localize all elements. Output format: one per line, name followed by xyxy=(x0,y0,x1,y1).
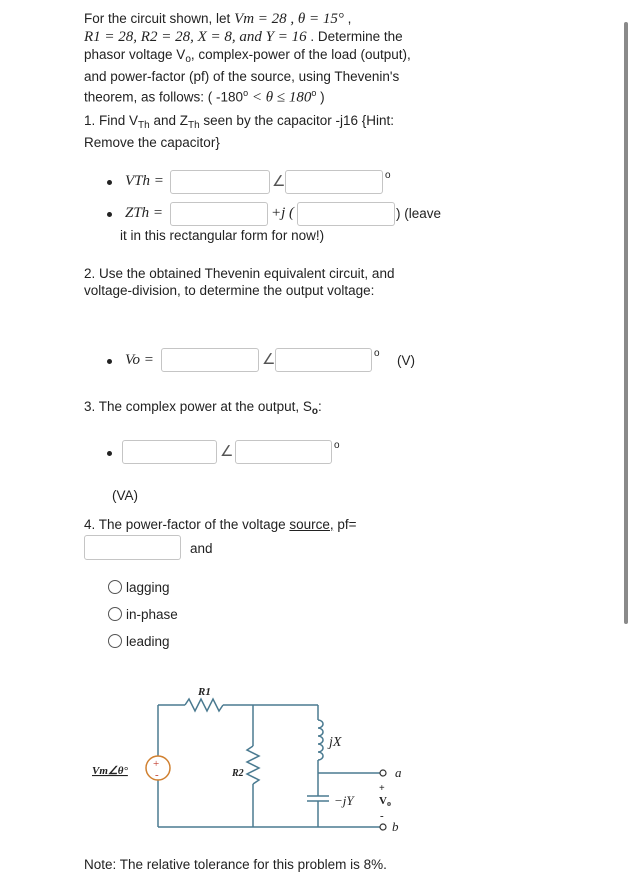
source-plus: + xyxy=(153,758,160,770)
node-a-label: a xyxy=(395,765,402,780)
terminal-b xyxy=(380,824,386,830)
problem-statement: For the circuit shown, let Vm = 28 , θ = 15° , R1 = 28, R2 = 28, X = 8, and Y = 16 . Determine the phasor voltage $V_o$, complex-power of the load (output), and power-factor (pf) of the source, using Thevenin's theorem, as follows: ( $-180^o < \theta \le 180^o$ ) xyxy=(84,10,484,107)
degree-symbol: o xyxy=(385,170,391,181)
vth-label: VTh = xyxy=(125,173,164,189)
r2-label: R2 xyxy=(232,768,244,779)
scrollbar[interactable] xyxy=(624,22,628,624)
vo-label: Vo = xyxy=(125,352,154,368)
circuit-diagram xyxy=(80,680,420,860)
q3-text-end: : xyxy=(318,399,322,414)
problem-line3-text: phasor voltage V xyxy=(84,47,186,62)
plus-j-label: +j ( xyxy=(271,205,295,221)
q4-text-b: pf= xyxy=(333,517,357,532)
problem-line1-text: For the circuit shown, let xyxy=(84,11,235,26)
option-leading-label: leading xyxy=(126,634,170,649)
bullet xyxy=(107,212,112,217)
so-unit: (VA) xyxy=(112,488,138,503)
q2-text-a: 2. Use the obtained Thevenin equivalent circuit, and xyxy=(84,266,395,281)
source-link-text: source, xyxy=(289,517,334,532)
angle-symbol: ∠ xyxy=(262,351,276,368)
vth-angle-input[interactable] xyxy=(285,170,383,194)
q4-text-a: 4. The power-factor of the voltage xyxy=(84,517,290,532)
degree-mark: o xyxy=(311,88,317,98)
question-2 xyxy=(84,265,504,299)
question-3 xyxy=(84,399,322,417)
jy-label: −jY xyxy=(334,793,354,808)
vo-angle-input[interactable] xyxy=(275,348,372,372)
bullet xyxy=(107,451,112,456)
problem-line3-text-b: , complex-power of the load (output), xyxy=(190,47,411,62)
degree-symbol: o xyxy=(374,348,380,359)
option-lagging-label: lagging xyxy=(126,580,170,595)
vo-unit: (V) xyxy=(397,353,415,368)
q1-text-b: and Z xyxy=(149,113,188,128)
problem-line5-end: ) xyxy=(316,89,325,105)
vo-minus: - xyxy=(380,810,384,822)
vth-magnitude-input[interactable] xyxy=(170,170,270,194)
radio-in-phase[interactable] xyxy=(108,607,122,621)
th-subscript: Th xyxy=(187,120,200,131)
source-minus: - xyxy=(155,769,159,781)
node-b-label: b xyxy=(392,819,399,834)
vo-magnitude-input[interactable] xyxy=(161,348,259,372)
resistor-r2 xyxy=(247,746,259,784)
leave-text-cont: it in this rectangular form for now!) xyxy=(120,228,325,243)
problem-line2-text: . Determine the xyxy=(306,29,403,44)
problem-component-values: R1 = 28, R2 = 28, X = 8, and Y = 16 xyxy=(84,29,307,45)
angle-symbol: ∠ xyxy=(272,173,286,190)
q1-text-c: seen by the capacitor -j16 {Hint: xyxy=(199,113,395,128)
bullet xyxy=(107,180,112,185)
leave-text: ) (leave xyxy=(396,206,442,221)
vo-label-sub: o xyxy=(387,799,391,808)
radio-leading[interactable] xyxy=(108,634,122,648)
vo-subscript: o xyxy=(185,54,191,65)
th-subscript: Th xyxy=(138,120,150,131)
pf-input[interactable] xyxy=(84,535,181,560)
resistor-r1 xyxy=(185,699,223,711)
question-1 xyxy=(84,112,494,151)
so-angle-input[interactable] xyxy=(235,440,332,464)
zth-label: ZTh = xyxy=(125,205,164,221)
problem-line4-text: and power-factor (pf) of the source, using Thevenin's xyxy=(84,69,400,84)
so-magnitude-input[interactable] xyxy=(122,440,217,464)
question-4 xyxy=(84,517,357,532)
theta-range: < θ ≤ 180 xyxy=(248,89,312,106)
vo-plus: + xyxy=(379,783,385,794)
degree-symbol: o xyxy=(334,440,340,451)
q1-text-a: 1. Find V xyxy=(84,113,139,128)
vo-label-diagram: V xyxy=(379,795,387,807)
zth-real-input[interactable] xyxy=(170,202,268,226)
source-label: Vm∠θ° xyxy=(92,765,128,777)
angle-symbol: ∠ xyxy=(220,443,234,460)
problem-given-values: Vm = 28 , θ = 15° xyxy=(234,11,344,27)
jx-label: jX xyxy=(329,735,342,750)
option-in-phase-label: in-phase xyxy=(126,607,178,622)
inductor-jx xyxy=(318,720,323,760)
r1-label: R1 xyxy=(198,686,211,698)
q2-text-b: voltage-division, to determine the output voltage: xyxy=(84,283,375,298)
bullet xyxy=(107,359,112,364)
radio-lagging[interactable] xyxy=(108,580,122,594)
tolerance-note: Note: The relative tolerance for this problem is 8%. xyxy=(84,857,387,872)
q3-text: 3. The complex power at the output, S xyxy=(84,399,312,414)
degree-mark: o xyxy=(243,88,249,98)
q1-text-d: Remove the capacitor} xyxy=(84,135,220,150)
so-subscript: o xyxy=(311,406,318,417)
and-text: and xyxy=(190,541,213,556)
problem-line5-text: theorem, as follows: ( -180 xyxy=(84,89,244,105)
zth-imag-input[interactable] xyxy=(297,202,395,226)
terminal-a xyxy=(380,770,386,776)
